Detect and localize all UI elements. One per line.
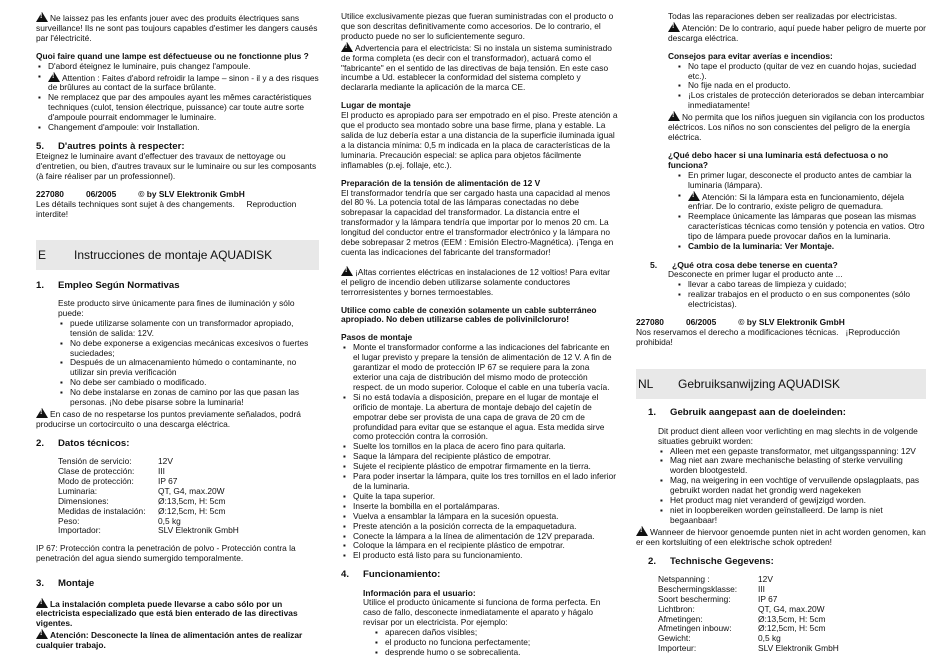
list-item: ▪ realizar trabajos en el producto o en sus componentes (sólo electricistas). (676, 290, 926, 310)
es-section-5-heading: 5. ¿Qué otra cosa debe tenerse en cuenta? (650, 259, 838, 270)
list-item: ▪ Het product mag niet veranderd of gewijzigd worden. (658, 496, 926, 506)
es-header-band: E Instrucciones de montaje AQUADISK (36, 240, 319, 270)
es-repairs-warning: !Atención: De lo contrario, aquí puede haber peligro de muerte por descarga eléctrica. (668, 22, 926, 44)
fr-section-5-text: Eteignez le luminaire avant d'effectuer des travaux de nettoyage ou d'entretien, ou bien, d'autres travaux sur le luminaire ou sur les composants (à faire réaliser par un professionnel). (36, 151, 317, 182)
list-item: ▪ puede utilizarse solamente con un transformador apropiado, tensión de salida: 12V. (58, 319, 319, 339)
es-section-5-list (676, 280, 926, 310)
es-section-1-heading: 1. Empleo Según Normativas (36, 279, 180, 291)
list-item: ▪ No debe exponerse a exigencias mecánicas excesivos o fuertes suciedades; (58, 339, 319, 359)
es-section-3-warning-2: !Atención: Desconecte la línea de alimentación antes de realizar cualquier trabajo. (36, 629, 319, 651)
es-lugar-text: El producto es apropiado para ser empotrado en el piso. Preste atención a que el producto sea montado sobre una base firme, plana y estable. La salida de luz debería estar a una distancia de la superficie iluminada igual a la distancia mínima: 0,5 m indicada en la placa de características de la luminaria. Precaución especial: se aplica para objetos fácilmente inflamables (p.ej. follaje, etc.). (341, 110, 618, 170)
es-section-1-warning: !En caso de no respetarse los puntos previamente señalados, podrá producirse un cortocircuito o una descarga eléctrica. (36, 408, 319, 430)
fr-warning: !Ne laissez pas les enfants jouer avec des produits électriques sans surveillance! Ils ne sont pas toujours capables d'estimer les dangers causés par l'électricité. (36, 12, 319, 44)
column-right (636, 12, 926, 654)
fr-section-5-heading: 5. D'autres points à respecter: (36, 140, 185, 152)
list-item: ▪ No fije nada en el producto. (676, 81, 926, 91)
es-section-3-heading: 3. Montaje (36, 578, 95, 590)
fr-faq-list (36, 62, 319, 133)
es-consejos-list (676, 62, 926, 112)
list-item: !▪ Attention : Faites d'abord refroidir la lampe – sinon - il y a des risques de brûlures au contact de la surface brûlante. (36, 72, 319, 94)
list-item: ▪ Coloque la lámpara en el recipiente plástico de empotrar. (341, 541, 618, 551)
es-current-warning: !¡Altas corrientes eléctricas en instalaciones de 12 voltios! Para evitar el peligro de incendio deben utilizarse solamente conductores terrorresistentes y bornes termoestables. (341, 266, 618, 298)
nl-section-1-list (658, 447, 926, 526)
es-section-4-heading: 4. Funcionamiento: (341, 569, 441, 581)
list-item: ▪ Ne remplacez que par des ampoules ayant les mêmes caractéristiques techniques (culot, tension électrique, puissance) car toute autre sorte d'ampoule pourrait endommager le luminaire. (36, 93, 319, 123)
list-item: ▪ Si no está todavía a disposición, prepare en el lugar de montaje el orificio de montaje. La abertura de montaje debajo del cajetín de empotrar debe ser provista de una capa de grava de 20 cm de profundidad para evitar que se estanque el agua. Esta medida sirve como protección contra la corrosión. (341, 393, 618, 443)
list-item: ▪ Conecte la lámpara a la línea de alimentación de 12V preparada. (341, 532, 618, 542)
list-item: ▪ Mag, na weigering in een vochtige of vervuilende opslagplaats, pas gebruikt worden nadat het grondig werd nagekeken (658, 476, 926, 496)
list-item: ▪ No debe ser cambiado o modificado. (58, 378, 319, 388)
warning-triangle-icon (668, 111, 680, 121)
es-parts-note: Utilice exclusivamente piezas que fueran suministradas con el producto o que son descritas definitivamente como accesorios. De lo contrario, el producto puede no ser lo suficientemente seguro. (341, 11, 614, 41)
warning-triangle-icon (636, 526, 648, 536)
es-children-warning: !No permita que los niños jueguen sin vigilancia con los productos eléctricos. Los niños no son conscientes del peligro de la energía eléctrica. (668, 111, 926, 143)
es-info-text: Utilice el producto únicamente si funciona de forma perfecta. En caso de fallo, desconecte inmediatamente el aparato y hágalo revisar por un electricista. Por ejemplo: (363, 597, 601, 628)
es-pasos-title: Pasos de montaje (341, 332, 413, 343)
list-item: ▪ Inserte la bombilla en el portalámparas. (341, 502, 618, 512)
list-item: ▪ Quite la tapa superior. (341, 492, 618, 502)
es-repairs-note: Todas las reparaciones deben ser realizadas por electricistas. (668, 11, 898, 21)
nl-section-2-heading: 2. Technische Gegevens: (648, 555, 774, 567)
list-item: ▪ Sujete el recipiente plástico de empotrar firmamente en la tierra. (341, 462, 618, 472)
es-sig-note: Nos reservamos el derecho a modificaciones técnicas. ¡Reproducción prohibida! (636, 326, 900, 347)
list-item: ▪ Cambio de la luminaria: Ver Montaje. (676, 242, 926, 252)
fr-signature: 227080 06/2005 © by SLV Elektronik GmbH (36, 189, 245, 199)
list-item: ▪ Para poder insertar la lámpara, quite los tres tornillos en el lado inferior de la luminaria. (341, 472, 618, 492)
es-lugar-title: Lugar de montaje (341, 100, 411, 111)
list-item: ▪ Preste atención a la posición correcta de la empaquetadura. (341, 522, 618, 532)
nl-section-1-intro: Dit product dient alleen voor verlichting en mag slechts in de volgende situaties gebruikt worden: (658, 425, 918, 446)
es-consejos-title: Consejos para evitar averías e incendios: (668, 50, 833, 61)
list-item: ▪ Reemplace únicamente las lámparas que posean las mismas características técnicas como tensión y potencia en vatios. Otro tipo de lámpara puede provocar daños en la luminaria. (676, 212, 926, 242)
list-item: ▪ No debe instalarse en zonas de camino por las que pasan las personas. ¡No debe pisarse sobre la luminaria! (58, 388, 319, 408)
es-section-3-warning-1: !La instalación completa puede llevarse a cabo sólo por un electricista especializado que está bien enterado de las directivas vigentes. (36, 598, 319, 630)
es-prep-title: Preparación de la tensión de alimentación de 12 V (341, 177, 541, 188)
es-section-1-intro: Este producto sirve únicamente para fines de iluminación y sólo puede: (58, 298, 295, 318)
column-middle (341, 12, 618, 658)
es-ip-note: IP 67: Protección contra la penetración de polvo - Protección contra la penetración del agua siendo sumergido temporalmente. (36, 543, 296, 564)
warning-triangle-icon (36, 12, 48, 22)
warning-triangle-icon (48, 72, 60, 82)
es-info-title: Información para el usuario: (363, 587, 476, 598)
es-signature: 227080 06/2005 © by SLV Elektronik GmbH (636, 316, 845, 327)
nl-section-1-warning: !Wanneer de hiervoor genoemde punten niet in acht worden genomen, kan er een kortsluiting of een elektrische schok optreden! (636, 526, 926, 548)
es-info-list (373, 628, 618, 658)
es-cable-note: Utilice como cable de conexión solamente un cable subterráneo apropiado. No deben utilizarse cables de polivinilcloruro! (341, 304, 597, 325)
nl-section-1-heading: 1. Gebruik aangepast aan de doeleinden: (648, 407, 846, 419)
es-section-1-list (58, 319, 319, 408)
list-item: ▪ Después de un almacenamiento húmedo o contaminante, no utilizar sin previa verificación (58, 358, 319, 378)
es-section-2-heading: 2. Datos técnicos: (36, 437, 130, 449)
list-item: ▪ En primer lugar, desconecte el producto antes de cambiar la luminaria (lámpara). (676, 171, 926, 191)
list-item: ▪ Changement d'ampoule: voir Installation. (36, 123, 319, 133)
list-item: ▪ Mag niet aan zware mechanische belasting of sterke vervuiling worden blootgesteld. (658, 456, 926, 476)
es-prep-text: El transformador tendría que ser cargado hasta una capacidad al menos del 80 %. La potencia total de las lámparas conectadas no debe sobrepasar la capacidad del transformador. La distancia entre el transformador y la lámpara tendría que importar por lo menos 20 cm. La longitud del conductor entre el transformador electrónico y la lámpara no debe sobrepasar 2 metros (EEM : Emisión Electro-Magnética). ¡Tenga en cuenta las indicaciones del fabricante del transformador! (341, 187, 614, 257)
list-item: ▪ No tape el producto (quitar de vez en cuando hojas, suciedad etc.). (676, 62, 926, 82)
warning-triangle-icon (341, 266, 353, 276)
nl-header-band: NL Gebruiksanwijzing AQUADISK (636, 369, 926, 399)
list-item: !▪ Atención: Si la lámpara esta en funcionamiento, déjela enfriar. De lo contrario, existe peligro de quemadura. (676, 191, 926, 213)
es-electrician-warning: !Advertencia para el electricista: Si no instala un sistema suministrado de forma completa (es decir con el transformador), actuará como el "fabricante" en el sentido de las directivas de baja tensión. En este caso incumbe a Ud. establecer la conformidad del sistema completo y declararla mediante la aplicación de la marca CE. (341, 42, 618, 94)
column-left (36, 12, 319, 651)
list-item: ▪ Monte el transformador conforme a las indicaciones del fabricante en el lugar previsto y prepare la tensión de alimentación de 12 V. A fin de garantizar el modo de protección IP 67 se requiere para la zona exterior una caja de distribución del mismo modo de protección respect. de un modo superior. Coloque el cable en una tubería vacía. (341, 343, 618, 393)
list-item: ▪ Vuelva a ensamblar la lámpara en la sucesión opuesta. (341, 512, 618, 522)
es-pasos-list (341, 343, 618, 561)
es-fail-title: ¿Qué debo hacer si una luminaria está defectuosa o no funciona? (668, 149, 889, 170)
fr-faq-title: Quoi faire quand une lampe est défectueuse ou ne fonctionne plus ? (36, 50, 309, 61)
list-item: ▪ niet in loopbereiken worden geïnstalleerd. De lamp is niet begaanbaar! (658, 506, 926, 526)
warning-triangle-icon (36, 598, 48, 608)
warning-triangle-icon (36, 629, 48, 639)
list-item: ▪ Saque la lámpara del recipiente plástico de empotrar. (341, 452, 618, 462)
list-item: ▪ Suelte los tornillos en la placa de acero fino para quitarla. (341, 442, 618, 452)
warning-triangle-icon (668, 22, 680, 32)
list-item: ▪ El producto está listo para su funcionamiento. (341, 551, 618, 561)
list-item: ▪ ¡Los cristales de protección deteriorados se deban intercambiar inmediatamente! (676, 91, 926, 111)
warning-triangle-icon (36, 408, 48, 418)
list-item: ▪ desprende humo o se sobrecalienta. (373, 648, 618, 658)
list-item: ▪ Alleen met een gepaste transformator, met uitgangsspanning: 12V (658, 447, 926, 457)
es-fail-list (676, 171, 926, 252)
es-section-5-text: Desconecte en primer lugar el producto ante ... (668, 269, 843, 280)
list-item: ▪ aparecen daños visibles; (373, 628, 618, 638)
warning-triangle-icon (688, 191, 700, 201)
list-item: ▪ D'abord éteignez le luminaire, puis changez l'ampoule. (36, 62, 319, 72)
nl-tech-table: Netspanning : 12V Beschermingsklasse: III Soort bescherming: IP 67 Lichtbron: QT, G4, max.20W Afmetingen: Ø:13,5cm, H: 5cm Afmetingen inbouw: Ø:12,5cm, H: 5cm Gewicht: 0,5 kg Importeur: SLV Elektronik GmbH (658, 573, 839, 654)
list-item: ▪ el producto no funciona perfectamente; (373, 638, 618, 648)
warning-triangle-icon (341, 42, 353, 52)
es-tech-table: Tensión de servicio: 12V Clase de protección: III Modo de protección: IP 67 Luminaria: QT, G4, max.20W Dimensiones: Ø:13,5cm, H: 5cm Medidas de instalación: Ø:12,5cm, H: 5cm Peso: 0,5 kg Importador: SLV Elektronik GmbH (58, 456, 239, 536)
fr-sig-note: Les détails techniques sont sujet à des changements. Reproduction interdite! (36, 198, 297, 219)
list-item: ▪ llevar a cabo tareas de limpieza y cuidado; (676, 280, 926, 290)
